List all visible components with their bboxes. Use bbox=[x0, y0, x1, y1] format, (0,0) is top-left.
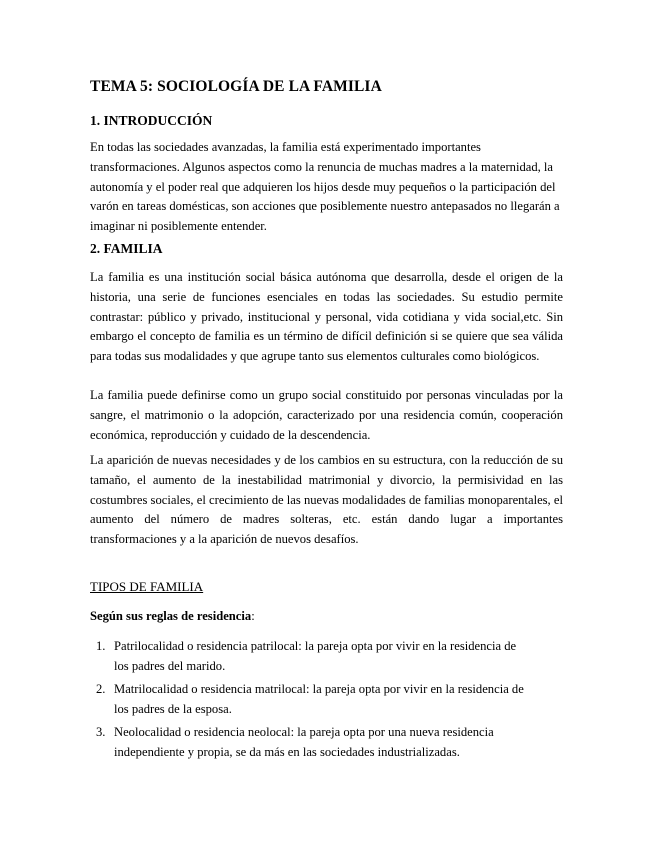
list-item-number: 1. bbox=[96, 639, 106, 653]
page-title: TEMA 5: SOCIOLOGÍA DE LA FAMILIA bbox=[90, 78, 382, 95]
residencia-subheading-colon: : bbox=[251, 609, 255, 623]
paragraph-familia-3: La aparición de nuevas necesidades y de los cambios en su estructura, con la reducción de su tamaño, el aumento de la inestabilidad matrimonial y divorcio, la permisividad en las costumbres sociales, el crecimiento de las nuevas modalidades de familias monoparentales, el aumento del número de madres solteras, etc. están dando lugar a importantes transformaciones y a la aparición de nuevos desafíos. bbox=[90, 453, 563, 547]
paragraph-familia-2: La familia puede definirse como un grupo social constituido por personas vinculadas por la sangre, el matrimonio o la adopción, caracterizado por una residencia común, cooperación económica, reproducción y cuidado de la descendencia. bbox=[90, 388, 563, 442]
list-item bbox=[90, 636, 530, 676]
list-item-text: Matrilocalidad o residencia matrilocal: la pareja opta por vivir en la residencia de los padres de la esposa. bbox=[114, 682, 524, 716]
list-item-text: Patrilocalidad o residencia patrilocal: la pareja opta por vivir en la residencia de los padres del marido. bbox=[114, 639, 517, 673]
paragraph-introduccion: En todas las sociedades avanzadas, la familia está experimentado importantes transformaciones. Algunos aspectos como la renuncia de muchas madres a la maternidad, la autonomía y el poder real que adquieren los hijos desde muy pequeños o la participación del varón en tareas domésticas, son acciones que posiblemente nuestro antepasados no llegarán a imaginar ni posiblemente entender. bbox=[90, 140, 560, 234]
tipos-heading: TIPOS DE FAMILIA bbox=[90, 579, 204, 594]
paragraph-familia-1: La familia es una institución social básica autónoma que desarrolla, desde el origen de la historia, una serie de funciones esenciales en todas las sociedades. Su estudio permite contrastar: público y privado, institucional y personal, vida cotidiana y vida social,etc. Sin embargo el concepto de familia es un término de difícil definición si se quiere que sea válida para todas sus modalidades y que agrupe tanto sus elementos culturales como biológicos. bbox=[90, 270, 563, 364]
residencia-subheading bbox=[90, 609, 255, 624]
list-item bbox=[90, 679, 530, 719]
section-heading-familia: 2. FAMILIA bbox=[90, 241, 163, 256]
list-item-text: Neolocalidad o residencia neolocal: la pareja opta por una nueva residencia independiente y propia, se da más en las sociedades industrializadas. bbox=[114, 725, 494, 759]
section-heading-introduccion: 1. INTRODUCCIÓN bbox=[90, 113, 213, 128]
residence-type-list bbox=[90, 636, 530, 765]
list-item-number: 2. bbox=[96, 682, 106, 696]
list-item-number: 3. bbox=[96, 725, 106, 739]
list-item bbox=[90, 722, 530, 762]
residencia-subheading-text: Según sus reglas de residencia bbox=[90, 609, 252, 623]
